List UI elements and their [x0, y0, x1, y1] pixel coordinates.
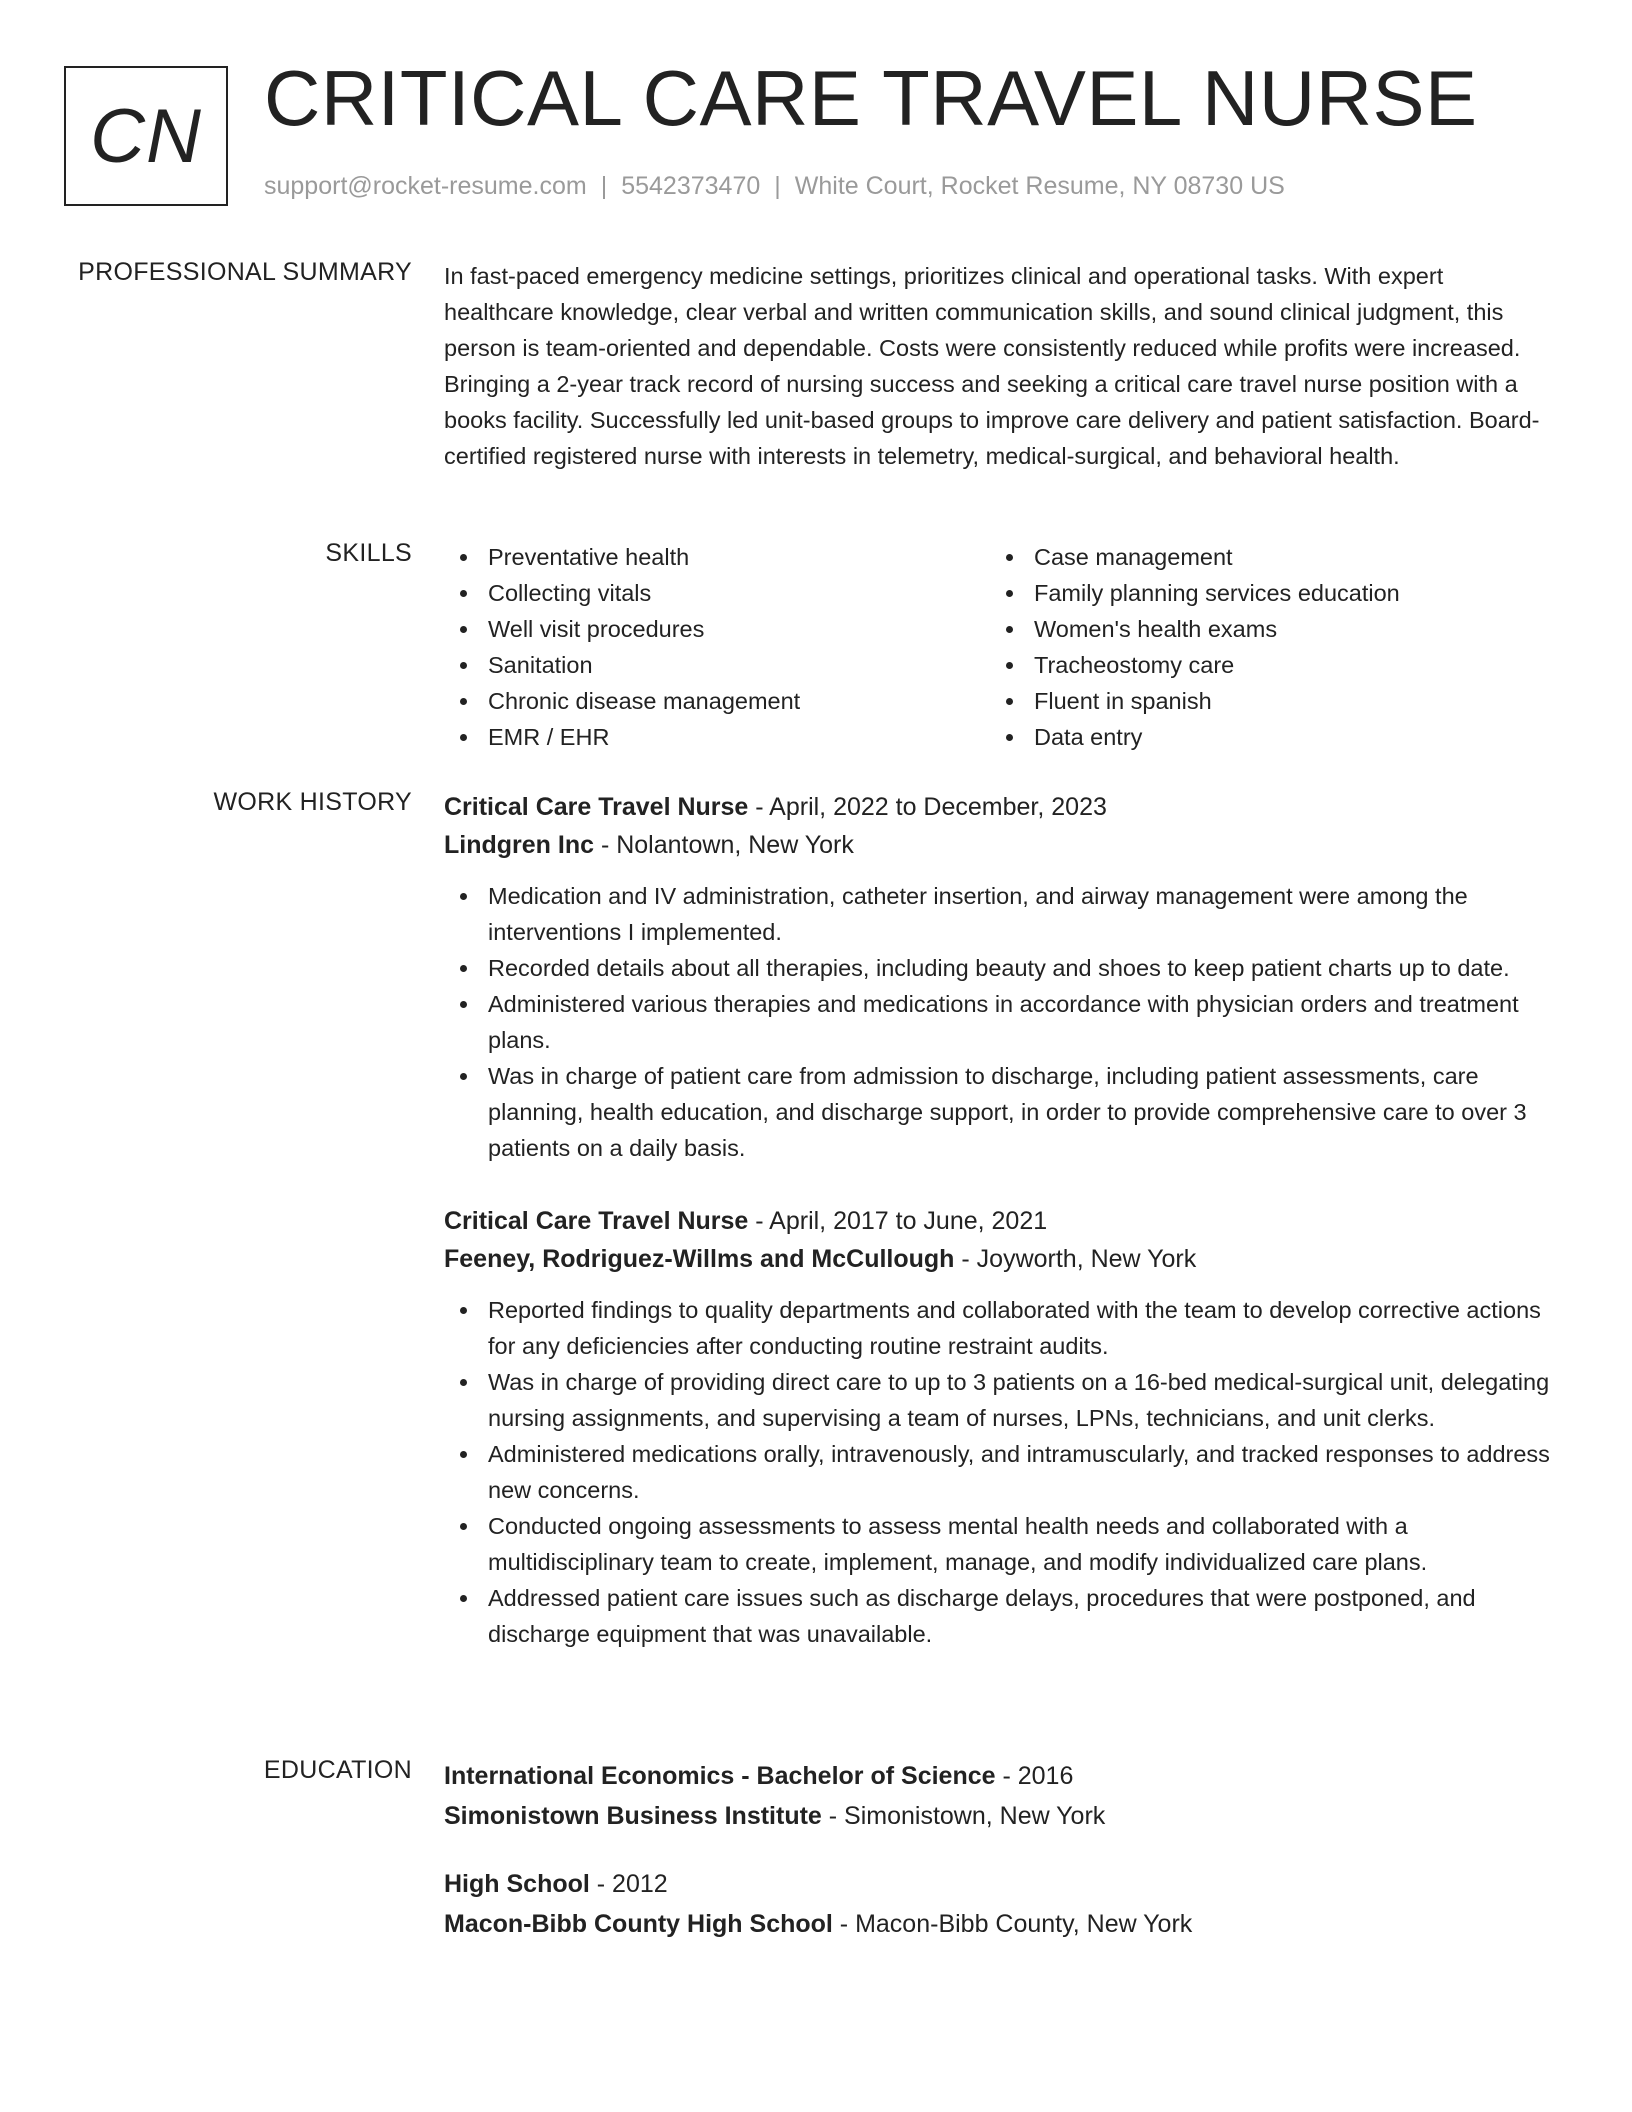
education-school: Simonistown Business Institute: [444, 1802, 822, 1830]
job-entry: [444, 788, 1559, 1166]
skill-item: Collecting vitals: [444, 575, 990, 611]
skill-item: Fluent in spanish: [990, 683, 1536, 719]
skill-item: Chronic disease management: [444, 683, 990, 719]
job-title-line: [444, 788, 1559, 826]
job-title-line: [444, 1202, 1559, 1240]
job-entry: [444, 1202, 1559, 1652]
job-company: Feeney, Rodriguez-Willms and McCullough: [444, 1245, 955, 1273]
education-entry: [444, 1756, 1559, 1836]
job-role: Critical Care Travel Nurse: [444, 1207, 749, 1235]
job-location: - Nolantown, New York: [594, 831, 854, 859]
skill-item: Data entry: [990, 719, 1536, 755]
monogram-logo: [64, 66, 228, 206]
job-bullet: Conducted ongoing assessments to assess mental health needs and collaborated with a multidisciplinary team to create, implement, manage, and modify individualized care plans.: [444, 1508, 1559, 1580]
skill-item: Well visit procedures: [444, 611, 990, 647]
job-company-line: [444, 826, 1559, 864]
education-degree-line: [444, 1864, 1559, 1904]
address-text: White Court, Rocket Resume, NY 08730 US: [794, 172, 1285, 200]
work-body: [444, 788, 1559, 1652]
page-title: CRITICAL CARE TRAVEL NURSE: [264, 54, 1478, 142]
skill-item: Tracheostomy care: [990, 647, 1536, 683]
education-year: - 2012: [589, 1870, 668, 1898]
skills-body: [444, 539, 1559, 755]
work-heading: WORK HISTORY: [213, 788, 412, 816]
job-bullet: Reported findings to quality departments and collaborated with the team to develop corrective actions for any deficiencies after conducting routine restraint audits.: [444, 1292, 1559, 1364]
skill-item: Family planning services education: [990, 575, 1536, 611]
job-dates: - April, 2022 to December, 2023: [748, 793, 1107, 821]
job-dates: - April, 2017 to June, 2021: [748, 1207, 1048, 1235]
education-school: Macon-Bibb County High School: [444, 1910, 833, 1938]
job-bullet-list: [444, 878, 1559, 1166]
job-company: Lindgren Inc: [444, 831, 594, 859]
skill-item: Preventative health: [444, 539, 990, 575]
job-bullet: Medication and IV administration, catheter insertion, and airway management were among the interventions I implemented.: [444, 878, 1559, 950]
skills-list-right: [990, 539, 1536, 755]
contact-separator: |: [600, 172, 608, 200]
education-body: [444, 1756, 1559, 1944]
skill-item: Case management: [990, 539, 1536, 575]
skill-item: EMR / EHR: [444, 719, 990, 755]
skill-item: Sanitation: [444, 647, 990, 683]
skills-list-left: [444, 539, 990, 755]
job-bullet: Recorded details about all therapies, including beauty and shoes to keep patient charts up to date.: [444, 950, 1559, 986]
job-bullet-list: [444, 1292, 1559, 1652]
skill-item: Women's health exams: [990, 611, 1536, 647]
education-location: - Macon-Bibb County, New York: [832, 1910, 1193, 1938]
summary-body: [444, 258, 1559, 474]
monogram-text: CN: [90, 93, 202, 179]
education-degree: High School: [444, 1870, 590, 1898]
job-company-line: [444, 1240, 1559, 1278]
job-bullet: Was in charge of patient care from admission to discharge, including patient assessments, care planning, health education, and discharge support, in order to provide comprehensive care to over 3 patients on a daily basis.: [444, 1058, 1559, 1166]
job-location: - Joyworth, New York: [954, 1245, 1197, 1273]
education-heading: EDUCATION: [263, 1756, 412, 1784]
education-school-line: [444, 1796, 1559, 1836]
education-location: - Simonistown, New York: [821, 1802, 1106, 1830]
job-bullet: Administered various therapies and medications in accordance with physician orders and treatment plans.: [444, 986, 1559, 1058]
contact-line: [264, 172, 1285, 201]
education-entry: [444, 1864, 1559, 1944]
job-role: Critical Care Travel Nurse: [444, 793, 749, 821]
education-year: - 2016: [995, 1762, 1074, 1790]
contact-separator: |: [774, 172, 781, 200]
summary-heading: PROFESSIONAL SUMMARY: [78, 258, 412, 286]
skills-heading: SKILLS: [325, 539, 412, 567]
job-bullet: Addressed patient care issues such as discharge delays, procedures that were postponed, and discharge equipment that was unavailable.: [444, 1580, 1559, 1652]
education-degree-line: [444, 1756, 1559, 1796]
education-school-line: [444, 1904, 1559, 1944]
education-degree: International Economics - Bachelor of Science: [444, 1762, 996, 1790]
phone-text: 5542373470: [621, 172, 761, 200]
summary-text: In fast-paced emergency medicine settings, prioritizes clinical and operational tasks. With expert healthcare knowledge, clear verbal and written communication skills, and sound clinical judgment, this person is team-oriented and dependable. Costs were consistently reduced while profits were increased. Bringing a 2-year track record of nursing success and seeking a critical care travel nurse position with a books facility. Successfully led unit-based groups to improve care delivery and patient satisfaction. Board-certified registered nurse with interests in telemetry, medical-surgical, and behavioral health.: [444, 263, 1540, 469]
job-bullet: Was in charge of providing direct care to up to 3 patients on a 16-bed medical-surgical unit, delegating nursing assignments, and supervising a team of nurses, LPNs, technicians, and unit clerks.: [444, 1364, 1559, 1436]
email-text: support@rocket-resume.com: [264, 172, 587, 200]
job-bullet: Administered medications orally, intravenously, and intramuscularly, and tracked responses to address new concerns.: [444, 1436, 1559, 1508]
